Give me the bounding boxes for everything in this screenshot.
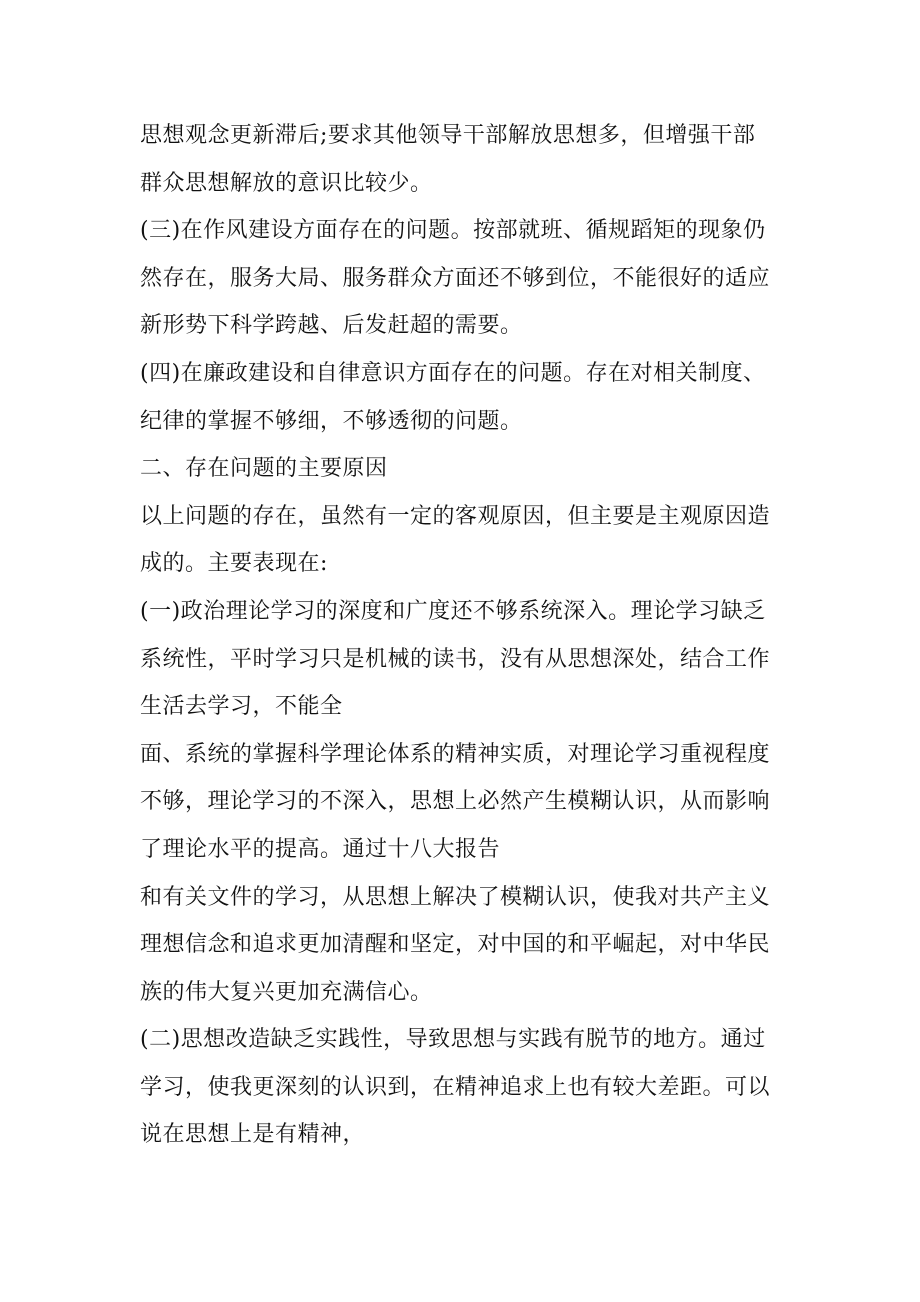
text-line: 纪律的掌握不够细，不够透彻的问题。 [140,408,523,434]
document-body [140,112,800,1159]
text-line: 说在思想上是有精神， [140,1122,366,1148]
text-line: 面、系统的掌握科学理论体系的精神实质，对理论学习重视程度 [140,741,771,767]
text-line: 成的。主要表现在: [140,551,328,577]
text-line: 族的伟大复兴更加充满信心。 [140,979,433,1005]
text-line: 思想观念更新滞后;要求其他领导干部解放思想多，但增强干部 [140,123,756,148]
text-line: 学习，使我更深刻的认识到，在精神追求上也有较大差距。可以 [140,1074,771,1100]
text-line: 然存在，服务大局、服务群众方面还不够到位，不能很好的适应 [140,265,771,291]
text-line: 以上问题的存在，虽然有一定的客观原因，但主要是主观原因造 [140,503,771,529]
text-line: 群众思想解放的意识比较少。 [140,170,433,196]
text-line: 和有关文件的学习，从思想上解决了模糊认识，使我对共产主义 [140,884,771,910]
section-heading: 二、存在问题的主要原因 [140,456,388,482]
text-line: 系统性，平时学习只是机械的读书，没有从思想深处，结合工作 [140,646,771,672]
text-line: (三)在作风建设方面存在的问题。按部就班、循规蹈矩的现象仍 [140,218,766,244]
text-line: 新形势下科学跨越、后发赶超的需要。 [140,313,523,339]
text-line: (四)在廉政建设和自律意识方面存在的问题。存在对相关制度、 [140,360,766,386]
text-line: (一)政治理论学习的深度和广度还不够系统深入。理论学习缺乏 [140,598,766,624]
text-line: (二)思想改造缺乏实践性，导致思想与实践有脱节的地方。通过 [140,1027,766,1053]
text-line: 理想信念和追求更加清醒和坚定，对中国的和平崛起，对中华民 [140,932,771,958]
text-line: 了理论水平的提高。通过十八大报告 [140,836,501,862]
text-line: 生活去学习，不能全 [140,694,343,720]
text-line: 不够，理论学习的不深入，思想上必然产生模糊认识，从而影响 [140,789,771,815]
